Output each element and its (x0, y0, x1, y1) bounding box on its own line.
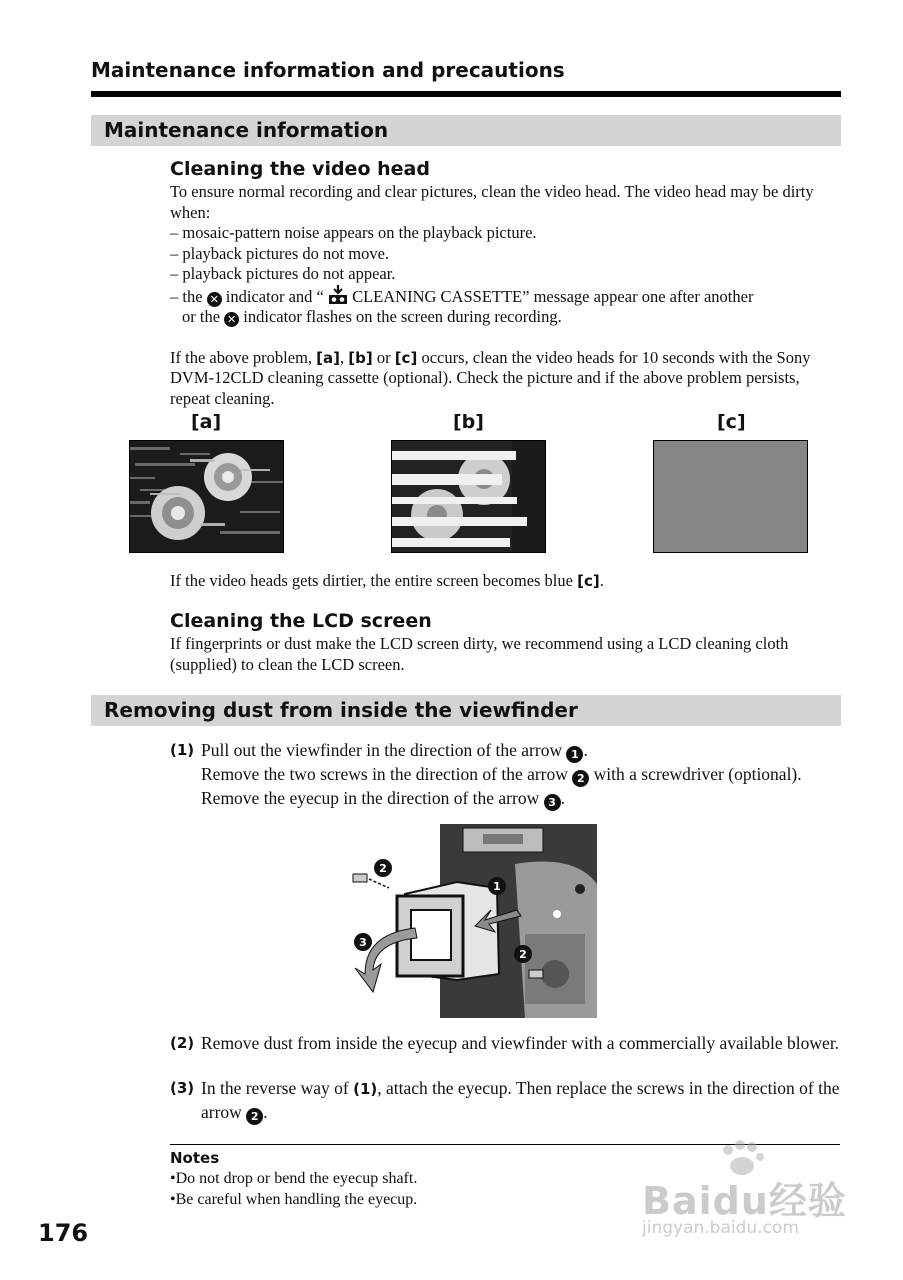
text-run: occurs, clean the video heads for 10 seconds with the Sony DVM-12CLD cleaning cassette (optional). Check the picture and if the above problem persists, repeat cleaning. (170, 347, 811, 408)
text-run: indicator and “ (221, 286, 328, 306)
ref-a: [a] (316, 348, 340, 367)
step-number: (1) (170, 741, 195, 759)
callout-2-top: 2 (379, 862, 387, 875)
step-text: Remove dust from inside the eyecup and viewfinder with a commercially available blower. (201, 1033, 840, 1053)
section-heading-maintenance (91, 115, 841, 146)
text-run: Pull out the viewfinder in the direction of the arrow (201, 740, 567, 760)
lcd-body: If fingerprints or dust make the LCD screen dirty, we recommend using a LCD cleaning cloth (supplied) to clean the LCD screen. (170, 634, 789, 674)
mosaic-noise-picture (130, 441, 283, 552)
viewfinder-illustration (345, 824, 597, 1018)
step-line: Remove the two screws in the direction of the arrow 2 with a screwdriver (optional). Remove the eyecup in the direction of the arrow 3 . (201, 764, 802, 809)
list-item: – mosaic-pattern noise appears on the playback picture. (170, 223, 537, 242)
text-run: If the video heads gets dirtier, the entire screen becomes blue (170, 571, 578, 590)
note-item: •Do not drop or bend the eyecup shaft. (170, 1170, 418, 1187)
list-item: – playback pictures do not move. (170, 243, 390, 263)
section-heading-text: Removing dust from inside the viewfinder (104, 698, 578, 722)
text-run: or the (182, 307, 225, 326)
step-1 (170, 739, 840, 811)
circled-3-icon: 3 (544, 794, 561, 811)
section-heading-viewfinder (91, 695, 841, 726)
label-c: [c] (717, 411, 746, 433)
circled-2-icon: 2 (246, 1108, 263, 1125)
watermark-main: Baidu经验 (642, 1179, 847, 1223)
x-circle-icon: ✕ (207, 292, 222, 307)
title-rule (91, 91, 841, 97)
page-number: 176 (38, 1219, 89, 1247)
text-run: with a screwdriver (optional). Remove the eyecup in the direction of the arrow (201, 764, 802, 808)
step-text (201, 1077, 840, 1125)
cleaning-cassette-icon (328, 285, 348, 305)
text-run: CLEANING CASSETTE” message appear one after another (347, 286, 754, 306)
blue-screen-image (653, 440, 808, 553)
ref-c: [c] (394, 348, 418, 367)
callout-3: 3 (359, 936, 367, 949)
text-run: , (340, 347, 349, 367)
list-item-continuation (170, 307, 840, 328)
text-run: In the reverse way of (201, 1078, 354, 1098)
callout-2-right: 2 (519, 948, 527, 961)
text-run: – the (170, 286, 207, 306)
text-run: , attach the eyecup. Then replace the screws in the direction of the arrow (201, 1078, 840, 1122)
video-head-intro: To ensure normal recording and clear pictures, clean the video head. The video head may be dirty when: (170, 182, 814, 222)
text-run: Remove the two screws in the direction of the arrow (201, 764, 573, 784)
step-number: (2) (170, 1034, 195, 1052)
ref-c: [c] (577, 572, 600, 590)
step-line: In the reverse way of (1), attach the eyecup. Then replace the screws in the direction of the arrow 2 . (201, 1078, 840, 1123)
video-head-para3 (170, 571, 840, 592)
section-heading-text: Maintenance information (104, 118, 389, 142)
dirty-heads-note (170, 571, 840, 592)
list-item (170, 285, 840, 308)
step-text (201, 739, 840, 811)
circled-1-icon: 1 (566, 746, 583, 763)
label-b: [b] (453, 411, 484, 433)
baidu-watermark (640, 1140, 850, 1250)
step-2 (170, 1032, 840, 1055)
list-item: – playback pictures do not appear. (170, 264, 396, 283)
step-ref: (1) (353, 1080, 378, 1098)
callout-1: 1 (493, 880, 501, 893)
video-head-para2 (170, 348, 840, 410)
subheading-video-head: Cleaning the video head (170, 158, 430, 180)
watermark-sub: jingyan.baidu.com (642, 1218, 799, 1238)
page-title: Maintenance information and precautions (91, 58, 565, 82)
step-number: (3) (170, 1079, 195, 1097)
striped-noise-image (391, 440, 546, 553)
x-circle-icon: ✕ (224, 312, 239, 327)
label-a: [a] (191, 411, 222, 433)
notes-title: Notes (170, 1149, 220, 1167)
text-run: or (372, 347, 395, 367)
step-line: Pull out the viewfinder in the direction of the arrow 1 . (201, 740, 588, 761)
step-3 (170, 1077, 840, 1125)
mosaic-noise-image (129, 440, 284, 553)
subheading-lcd: Cleaning the LCD screen (170, 610, 432, 632)
note-item: •Be careful when handling the eyecup. (170, 1191, 418, 1208)
text-run: . (599, 571, 604, 590)
circled-2-icon: 2 (572, 770, 589, 787)
text-run: If the above problem, (170, 347, 317, 367)
video-head-body (170, 182, 840, 409)
striped-noise-picture (392, 441, 545, 552)
ref-b: [b] (348, 348, 373, 367)
text-run: indicator flashes on the screen during recording. (239, 307, 562, 326)
